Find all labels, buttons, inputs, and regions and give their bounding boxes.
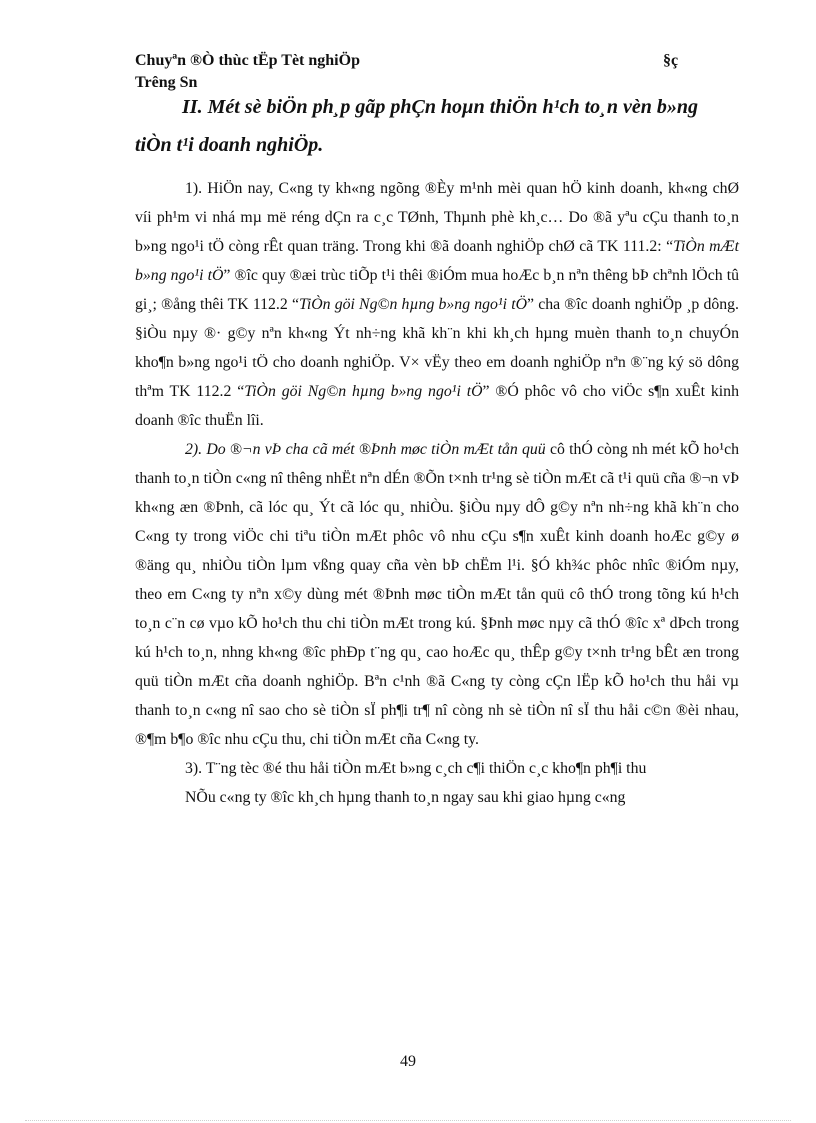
page-body [135, 88, 739, 812]
paragraph-1 [135, 174, 739, 435]
footer-divider [25, 1120, 791, 1121]
paragraph-1-italic-f: TiÒn göi Ng©n hµng b»ng ngo¹i tÖ [244, 383, 483, 400]
paragraph-1-italic-d: TiÒn göi Ng©n hµng b»ng ngo¹i tÖ [298, 296, 528, 313]
section-title: II. Mét sè biÖn ph¸p gãp phÇn hoµn thiÖn h¹ch to¸n vèn b»ng tiÒn t¹i doanh nghiÖp. [135, 96, 698, 156]
paragraph-3-heading: 3). T¨ng tèc ®é thu håi tiÒn mÆt b»ng c¸ch c¶i thiÖn c¸c kho¶n ph¶i thu [185, 760, 647, 777]
paragraph-1-italic-b: TiÒn mÆt b»ng ngo¹i tÖ [135, 238, 739, 284]
header-title: Chuyªn ®Ò thùc tËp Tèt nghiÖp [135, 52, 360, 69]
paragraph-1-text-e: ” cha ®îc doanh nghiÖp ¸p dông. §iÒu nµy ®· g©y nªn kh«ng Ýt nh÷ng khã kh¨n khi kh¸ch hµng muèn thanh to¸n chuyÓn kho¶n b»ng ngo¹i tÖ cho doanh nghiÖp. V× vËy theo em doanh nghiÖp nªn ®¨ng ký sö dông thªm TK 112.2 “ [135, 296, 739, 400]
header-school: Trêng Sn [135, 74, 198, 91]
paragraph-4: NÕu c«ng ty ®îc kh¸ch hµng thanh to¸n ngay sau khi giao hµng c«ng [185, 789, 626, 806]
paragraph-1-text-g: ” ®Ó phôc vô cho viÖc s¶n xuÊt kinh doanh ®îc thuËn lîi. [135, 383, 739, 429]
page-number: 49 [400, 1053, 416, 1070]
paragraph-2-italic-a: 2). Do ®¬n vÞ cha cã mét ®Þnh møc tiÒn mÆt tån quü [185, 441, 546, 458]
paragraph-1-text-a: 1). HiÖn nay, C«ng ty kh«ng ngõng ®Èy m¹nh mèi quan hÖ kinh doanh, kh«ng chØ víi ph¹m vi nhá mµ më réng dÇn ra c¸c TØnh, Thµnh phè kh¸c… Do ®ã yªu cÇu thanh to¸n b»ng ngo¹i tÖ còng rÊt quan träng. Trong khi ®ã doanh nghiÖp chØ cã TK 111.2: “ [135, 180, 739, 255]
paragraph-2 [135, 435, 739, 754]
header-author: §ç [663, 52, 679, 69]
paragraph-1-text-c: ” ®îc quy ®æi trùc tiÕp t¹i thêi ®iÓm mua hoÆc b¸n nªn thêng bÞ chªnh lÖch tû gi¸; ®ång thêi TK 112.2 “ [135, 267, 739, 313]
paragraph-2-text-b: cô thÓ còng nh mét kÕ ho¹ch thanh to¸n tiÒn c«ng nî thêng nhËt nªn dÉn ®Õn t×nh tr¹ng sè tiÒn mÆt cã t¹i quü cña ®¬n vÞ kh«ng æn ®Þnh, cã lóc qu¸ Ýt cã lóc qu¸ nhiÒu. §iÒu nµy dÔ g©y nªn nh÷ng khã kh¨n cho C«ng ty trong viÖc chi tiªu tiÒn mÆt phôc vô nhu cÇu s¶n xuÊt kinh doanh hoÆc g©y ø ®äng qu¸ nhiÒu tiÒn lµm vßng quay cña vèn bÞ chËm l¹i. §Ó kh¾c phôc nhîc ®iÓm nµy, theo em C«ng ty nªn x©y dùng mét ®Þnh møc tiÒn mÆt tån quü cô thÓ trong tõng kú h¹ch to¸n c¨n cø vµo kÕ ho¹ch thu chi tiÒn mÆt trong kú. §Þnh møc nµy cã thÓ ®îc xª dÞch trong kú h¹ch to¸n, nhng kh«ng ®îc phÐp t¨ng qu¸ cao hoÆc qu¸ thÊp g©y t×nh tr¹ng bÊt æn trong quü tiÒn mÆt cña doanh nghiÖp. Bªn c¹nh ®ã C«ng ty còng cÇn lËp kÕ ho¹ch thu håi vµ thanh to¸n c«ng nî sao cho sè tiÒn sÏ ph¶i tr¶ nî còng nh sè tiÒn nî sÏ thu håi c©n ®èi nhau, ®¶m b¶o ®îc nhu cÇu thu, chi tiÒn mÆt cña C«ng ty. [135, 441, 739, 748]
